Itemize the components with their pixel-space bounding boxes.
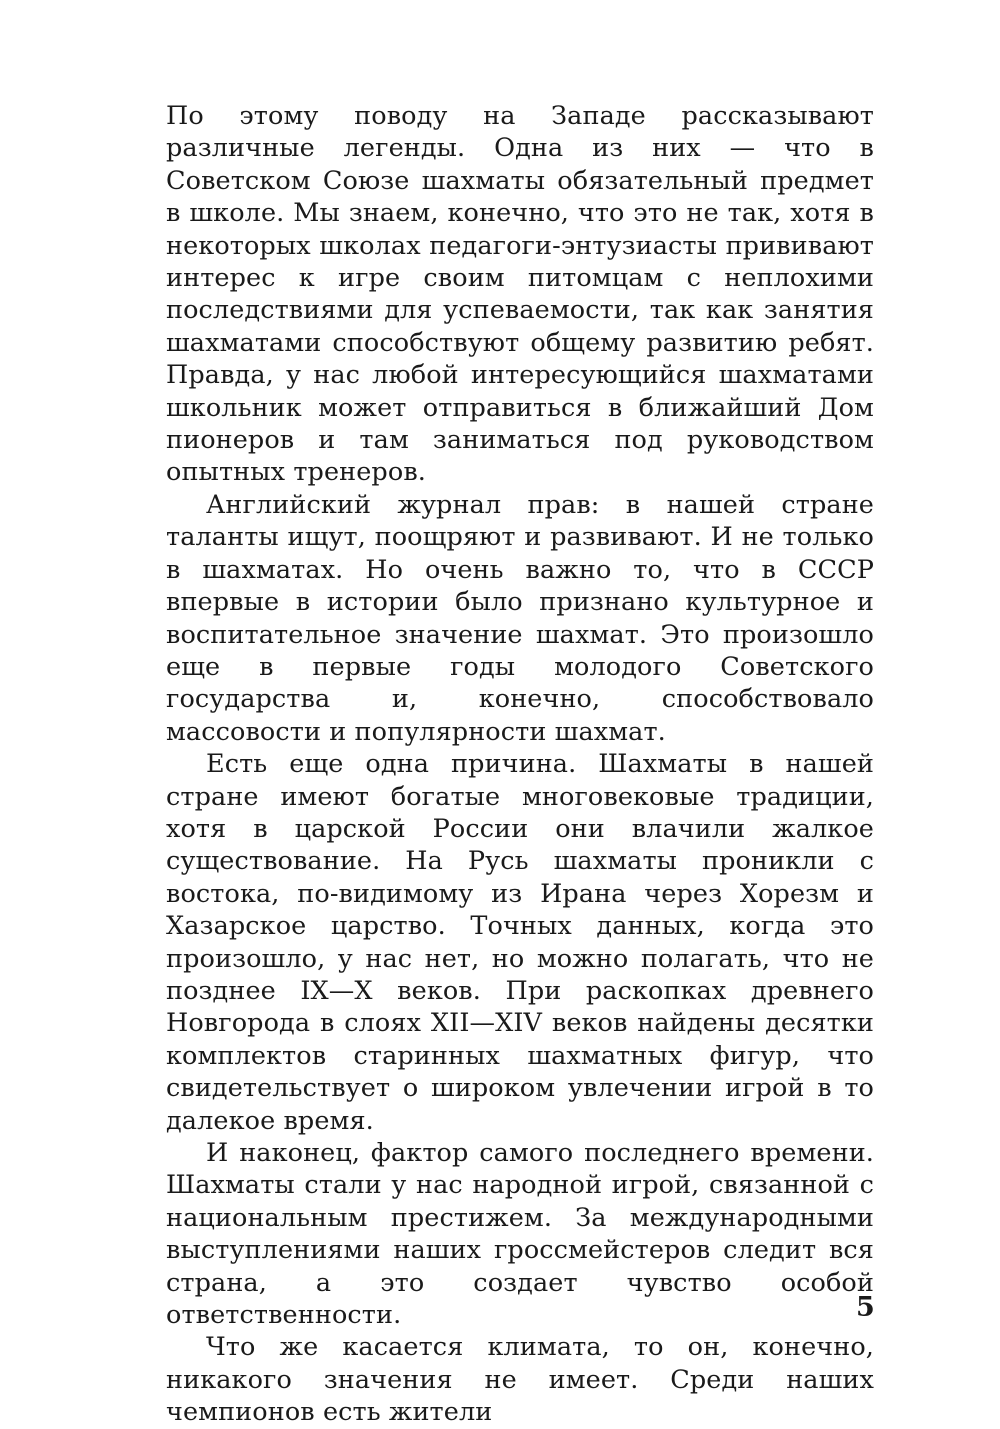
page-number: 5 <box>856 1292 875 1323</box>
paragraph-2: Английский журнал прав: в нашей стране таланты ищут, поощряют и развивают. И не только в шахматах. Но очень важно то, что в СССР впервые в истории было признано культурное и воспитательное значение шахмат. Это произошло еще в первые годы молодого Советского государства и, конечно, способствовало массовости и популярности шахмат. <box>166 489 874 747</box>
paragraph-1: По этому поводу на Западе рассказывают различные легенды. Одна из них — что в Советском Союзе шахматы обязательный предмет в школе. Мы знаем, конечно, что это не так, хотя в некоторых школах педагоги-энтузиасты прививают интерес к игре своим питомцам с неплохими последствиями для успеваемости, так как занятия шахматами способствуют общему развитию ребят. Правда, у нас любой интересующийся шахматами школьник может отправиться в ближайший Дом пионеров и там заниматься под руководством опытных тренеров. <box>166 101 874 488</box>
paragraph-3: Есть еще одна причина. Шахматы в нашей стране имеют богатые многовековые традиции, хотя в царской России они влачили жалкое существование. На Русь шахматы проникли с востока, по-видимому из Ирана через Хорезм и Хазарское царство. Точных данных, когда это произошло, у нас нет, но можно полагать, что не позднее IX—X веков. При раскопках древнего Новгорода в слоях XII—XIV веков найдены десятки комплектов старинных шахматных фигур, что свидетельствует о широком увлечении игрой в то далекое время. <box>166 749 874 1136</box>
paragraph-4: И наконец, фактор самого последнего времени. Шахматы стали у нас народной игрой, связанной с национальным престижем. За международными выступлениями наших гроссмейстеров следит вся страна, а это создает чувство особой ответственности. <box>166 1138 874 1331</box>
paragraph-5: Что же касается климата, то он, конечно, никакого значения не имеет. Среди наших чемпионов есть жители <box>166 1332 874 1428</box>
body-text <box>166 100 874 1429</box>
